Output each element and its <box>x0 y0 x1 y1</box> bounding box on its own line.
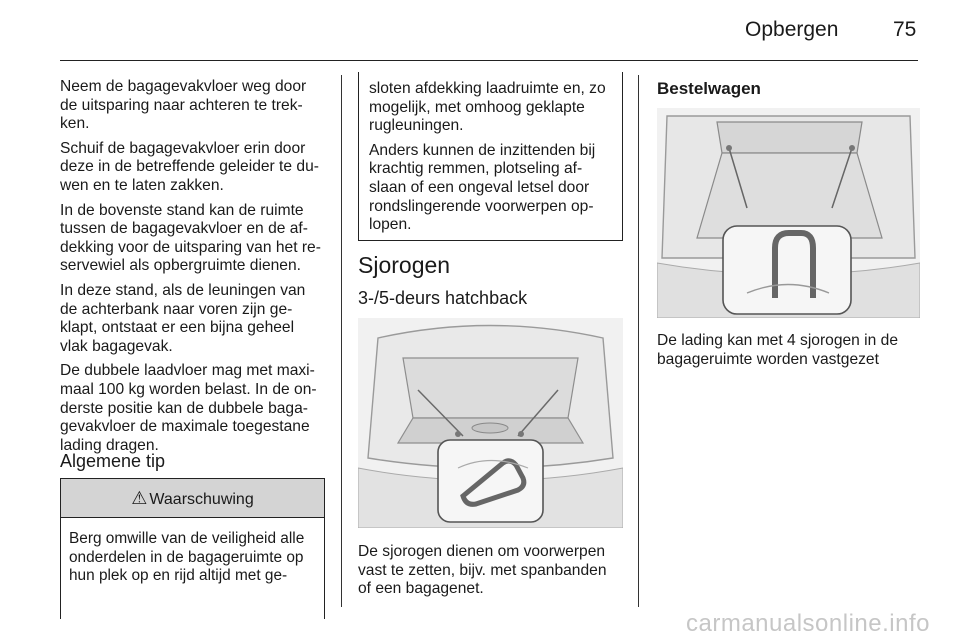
illustration-van <box>657 108 920 318</box>
paragraph: Schuif de bagagevakvloer erin door deze in de betreffende geleider te du- wen en te laten zakken. <box>60 139 319 194</box>
van-cargo-figure <box>657 108 920 318</box>
paragraph: Neem de bagagevakvloer weg door de uitsparing naar achteren te trek- ken. <box>60 78 307 133</box>
subsection-heading: 3-/5-deurs hatchback <box>358 288 528 308</box>
watermark: carmanualsonline.info <box>686 610 930 637</box>
page-title: Opbergen <box>745 18 839 41</box>
warning-text: Berg omwille van de veiligheid alle onderdelen in de bagageruimte op hun plek op en rijd altijd met ge- <box>69 530 305 585</box>
column-divider-1 <box>341 75 342 607</box>
warning-text: sloten afdekking laadruimte en, zo mogelijk, met omhoog geklapte rugleuningen. <box>369 80 606 135</box>
hatchback-trunk-figure <box>358 318 623 528</box>
paragraph: In deze stand, als de leuningen van de achterbank naar voren zijn ge- klapt, ontstaat er een bijna geheel vlak bagagevak. <box>60 281 306 355</box>
warning-title: Waarschuwing <box>149 491 254 508</box>
warning-box <box>60 478 325 619</box>
illustration-hatchback <box>358 318 623 528</box>
column-divider-2 <box>638 75 639 607</box>
figure-caption: De sjorogen dienen om voorwerpen vast te zetten, bijv. met spanbanden of een bagagenet. <box>358 543 607 598</box>
paragraph: In de bovenste stand kan de ruimte tussen de bagagevakvloer en de af- dekking voor de uitsparing van het re- servewiel als opbergruimte dienen. <box>60 201 321 275</box>
section-heading-bestelwagen: Bestelwagen <box>657 79 761 98</box>
section-heading-tip: Algemene tip <box>60 451 166 471</box>
section-heading: Sjorogen <box>358 252 451 278</box>
warning-triangle-icon: ⚠ <box>131 488 148 508</box>
paragraph: De dubbele laadvloer mag met maxi- maal 100 kg worden belast. In de on- derste positie kan de dubbele baga- gevakvloer de maximale toegestane lading dragen. <box>60 362 317 454</box>
warning-header <box>61 479 324 518</box>
page-number: 75 <box>893 18 917 41</box>
figure-caption: De lading kan met 4 sjorogen in de bagageruimte worden vastgezet <box>657 332 898 368</box>
header-rule <box>60 60 918 61</box>
column-1 <box>60 78 332 461</box>
warning-text: Anders kunnen de inzittenden bij krachtig remmen, plotseling af- slaan of een ongeval letsel door rondslingerende voorwerpen op- lopen. <box>369 141 596 234</box>
warning-box-continued <box>358 72 623 241</box>
